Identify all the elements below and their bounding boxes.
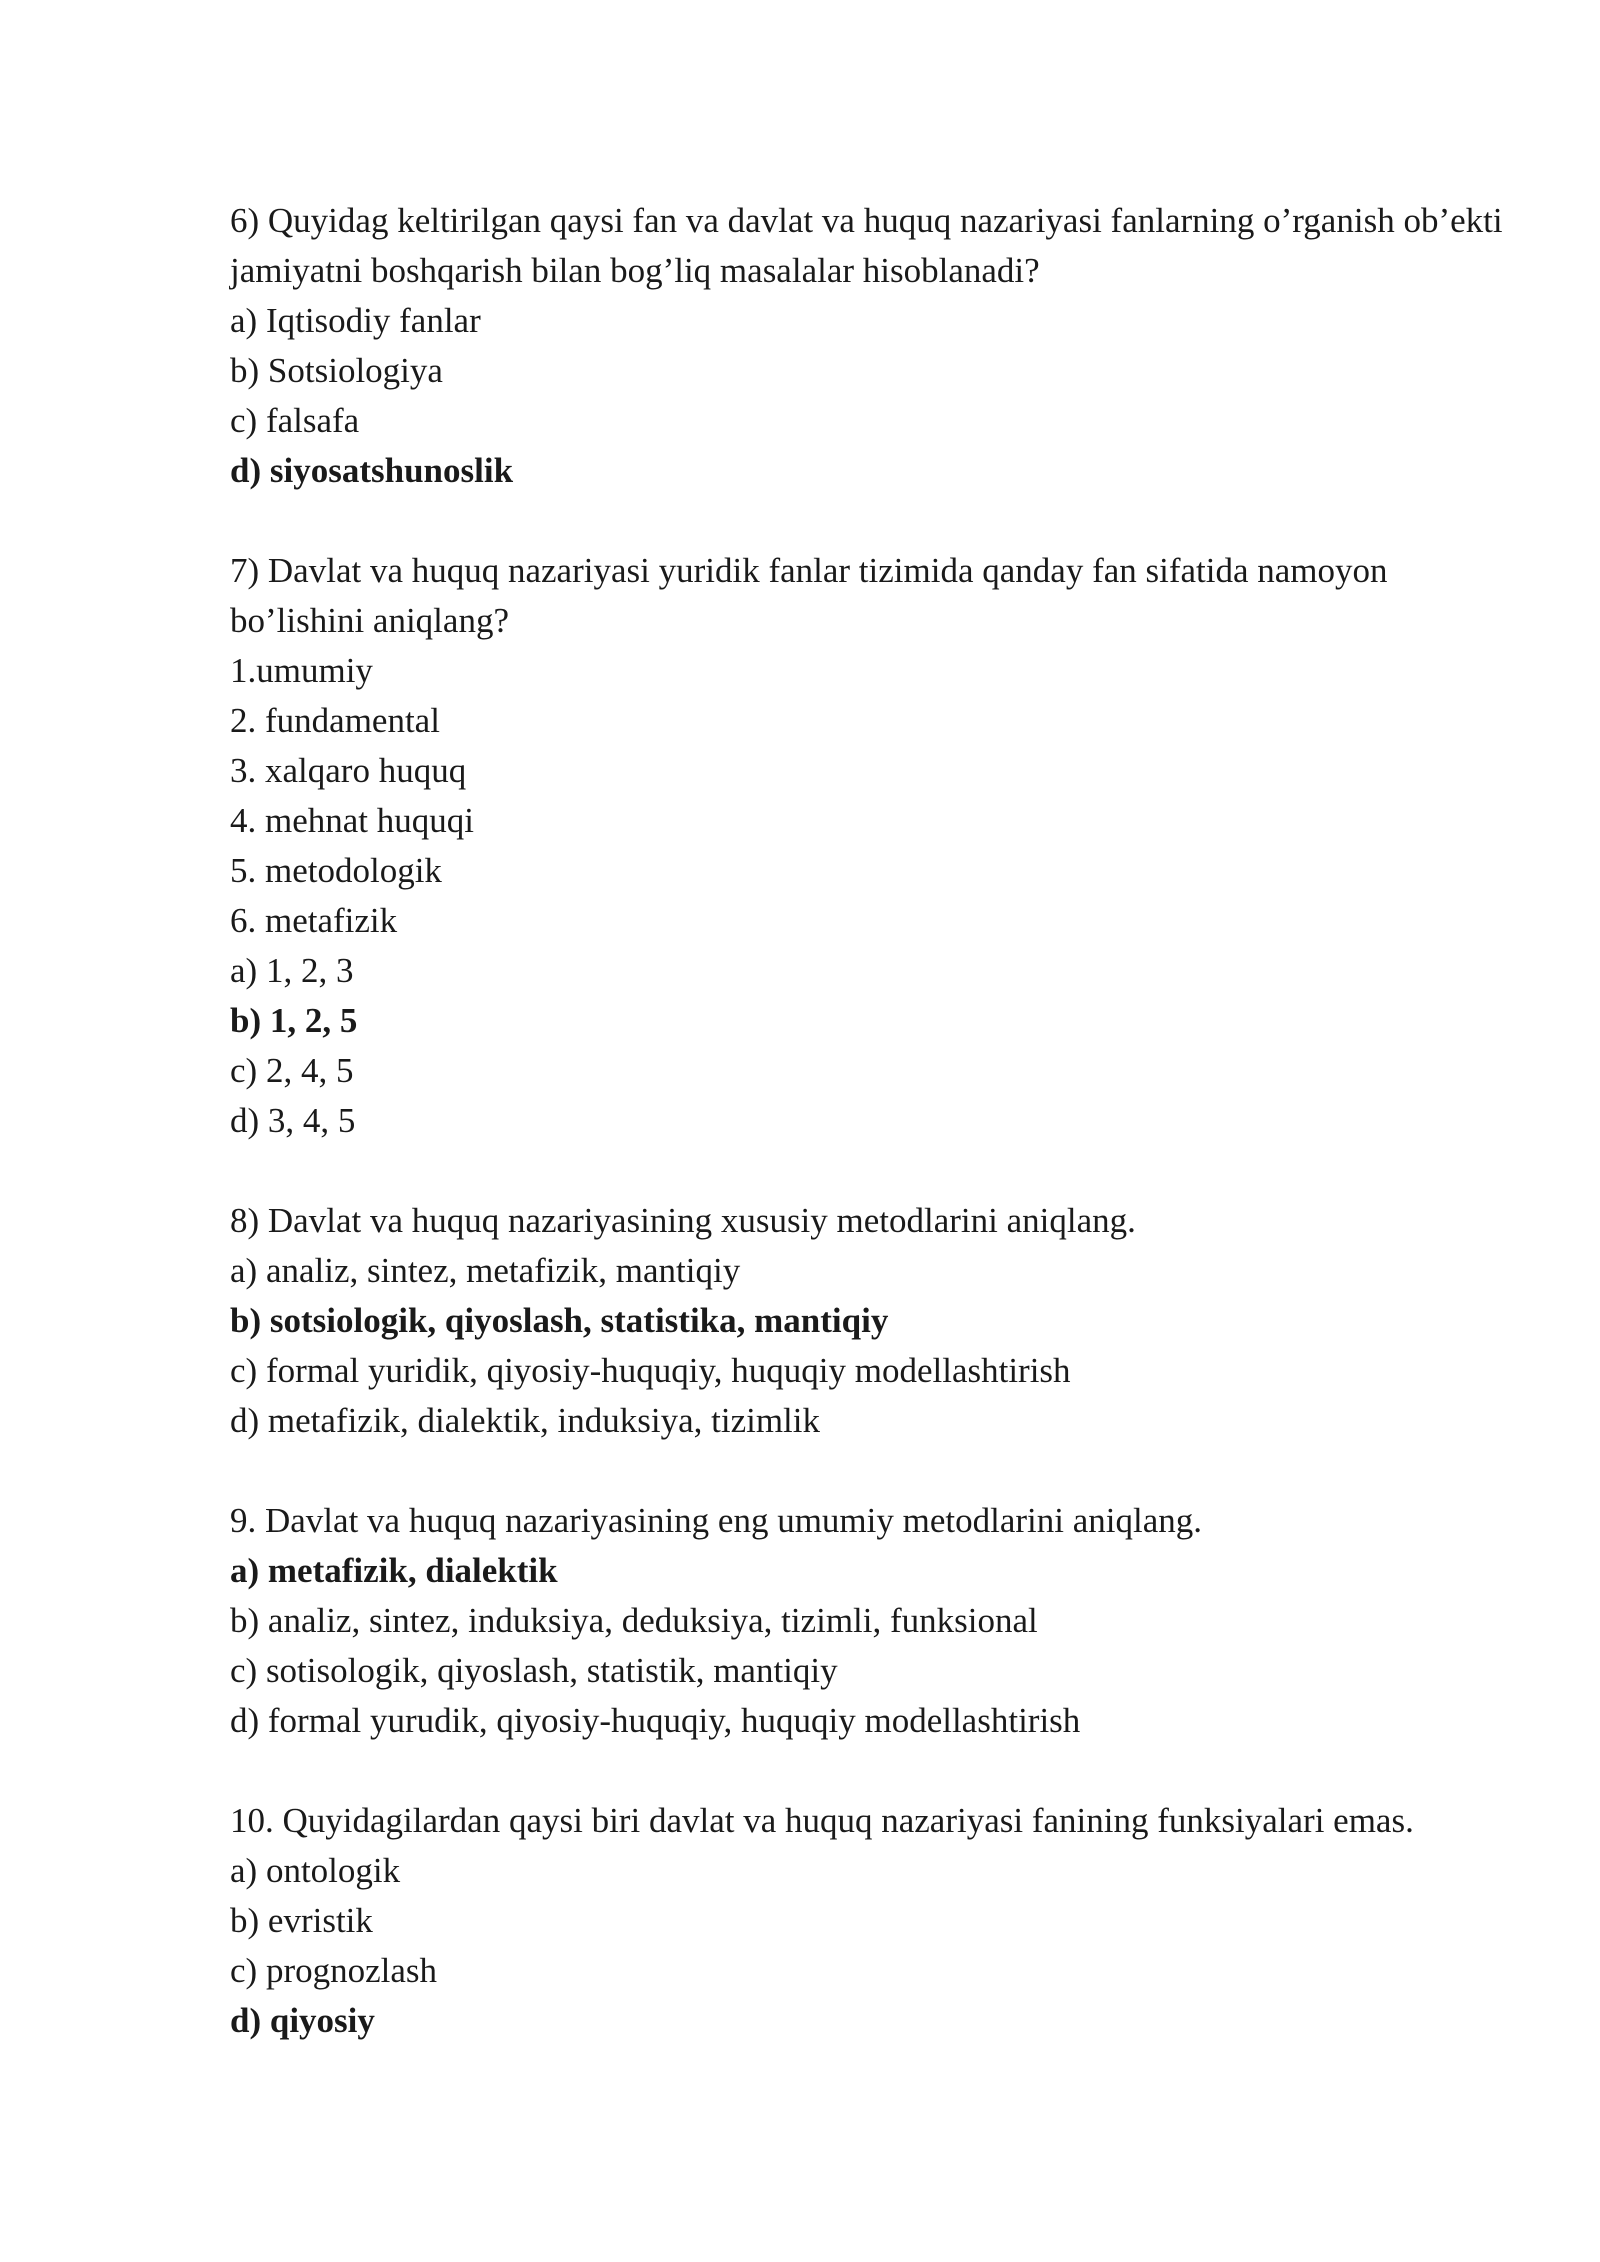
answer-option-b: b) evristik: [230, 1901, 373, 1940]
answer-option-a: a) 1, 2, 3: [230, 951, 354, 990]
answer-option-c: c) prognozlash: [230, 1951, 438, 1990]
answer-option-d: d) 3, 4, 5: [230, 1101, 356, 1140]
answer-option-b: b) analiz, sintez, induksiya, deduksiya, tizimli, funksional: [230, 1601, 1038, 1640]
list-item-4: 4. mehnat huquqi: [230, 801, 474, 840]
list-item-5: 5. metodologik: [230, 851, 442, 890]
question-text: 6) Quyidag keltirilgan qaysi fan va davlat va huquq nazariyasi fanlarning o’rganish ob’ekti jamiyatni boshqarish bilan bog’liq masalalar hisoblanadi?: [230, 201, 1503, 290]
answer-option-c: c) sotisologik, qiyoslash, statistik, mantiqiy: [230, 1651, 838, 1690]
question-text: 8) Davlat va huquq nazariyasining xususiy metodlarini aniqlang.: [230, 1201, 1136, 1240]
list-item-6: 6. metafizik: [230, 901, 398, 940]
answer-option-a: a) analiz, sintez, metafizik, mantiqiy: [230, 1251, 741, 1290]
answer-option-c: c) 2, 4, 5: [230, 1051, 354, 1090]
question-block-6: [230, 196, 1520, 496]
answer-option-a: a) ontologik: [230, 1851, 401, 1890]
list-item-2: 2. fundamental: [230, 701, 440, 740]
correct-answer-option-b: b) sotsiologik, qiyoslash, statistika, mantiqiy: [230, 1301, 889, 1340]
correct-answer-option-d: d) siyosatshunoslik: [230, 451, 514, 490]
document-page: [230, 196, 1520, 2096]
question-block-7: [230, 546, 1520, 1146]
question-text: 10. Quyidagilardan qaysi biri davlat va huquq nazariyasi fanining funksiyalari emas.: [230, 1801, 1414, 1840]
question-block-8: [230, 1196, 1520, 1446]
answer-option-c: c) falsafa: [230, 401, 360, 440]
answer-option-c: c) formal yuridik, qiyosiy-huquqiy, huquqiy modellashtirish: [230, 1351, 1071, 1390]
answer-option-d: d) formal yurudik, qiyosiy-huquqiy, huquqiy modellashtirish: [230, 1701, 1081, 1740]
correct-answer-option-d: d) qiyosiy: [230, 2001, 375, 2040]
correct-answer-option-a: a) metafizik, dialektik: [230, 1551, 558, 1590]
question-block-10: [230, 1796, 1520, 2046]
answer-option-b: b) Sotsiologiya: [230, 351, 443, 390]
question-block-9: [230, 1496, 1520, 1746]
correct-answer-option-b: b) 1, 2, 5: [230, 1001, 358, 1040]
question-text: 7) Davlat va huquq nazariyasi yuridik fanlar tizimida qanday fan sifatida namoyon bo’lishini aniqlang?: [230, 551, 1388, 640]
answer-option-a: a) Iqtisodiy fanlar: [230, 301, 481, 340]
answer-option-d: d) metafizik, dialektik, induksiya, tizimlik: [230, 1401, 821, 1440]
list-item-1: 1.umumiy: [230, 651, 373, 690]
list-item-3: 3. xalqaro huquq: [230, 751, 467, 790]
question-text: 9. Davlat va huquq nazariyasining eng umumiy metodlarini aniqlang.: [230, 1501, 1202, 1540]
